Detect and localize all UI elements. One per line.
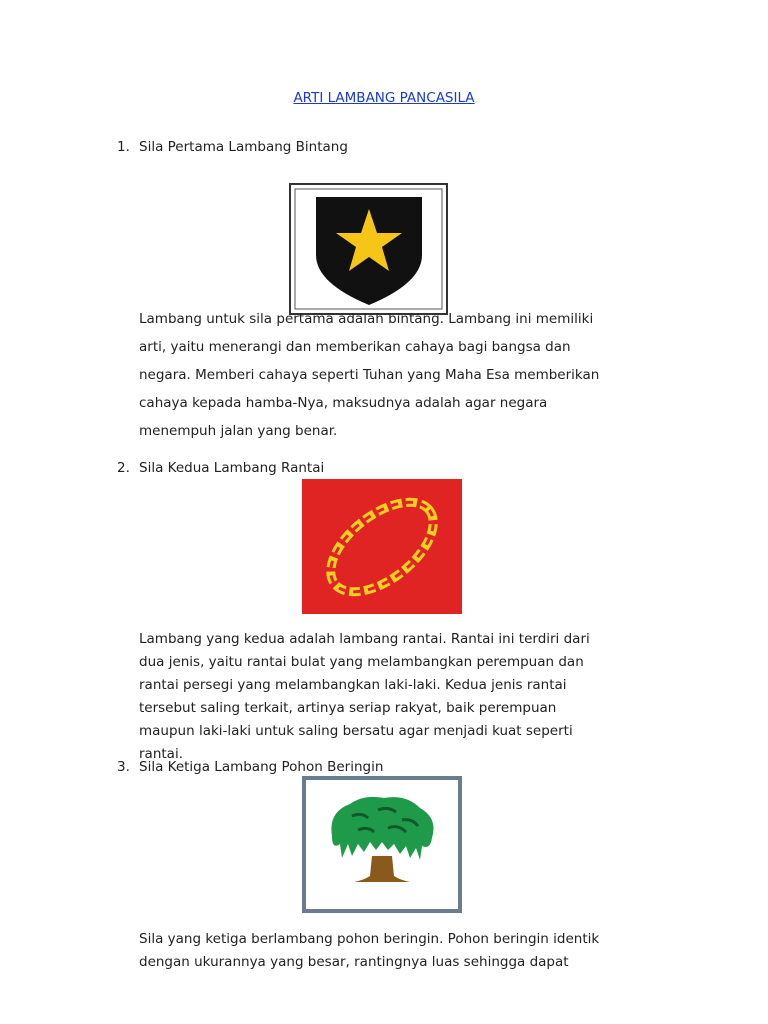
paragraph-line: Lambang untuk sila pertama adalah bintang. Lambang ini memiliki xyxy=(139,311,594,327)
section-number: 1. xyxy=(117,139,130,155)
section-heading-1 xyxy=(117,139,348,155)
paragraph-line: tersebut saling terkait, artinya seriap rakyat, baik perempuan xyxy=(139,700,557,716)
section-heading-2 xyxy=(117,460,324,476)
section-title: Sila Pertama Lambang Bintang xyxy=(139,139,348,155)
section-heading-3 xyxy=(117,759,383,775)
document-title[interactable]: ARTI LAMBANG PANCASILA xyxy=(293,90,475,106)
section-paragraph-1 xyxy=(139,305,675,445)
paragraph-line: Sila yang ketiga berlambang pohon beringin. Pohon beringin identik xyxy=(139,931,600,947)
section-title: Sila Kedua Lambang Rantai xyxy=(139,460,325,476)
star-shield-icon xyxy=(289,183,448,315)
paragraph-line: maupun laki-laki untuk saling bersatu agar menjadi kuat seperti xyxy=(139,723,573,739)
section-paragraph-2 xyxy=(139,628,675,766)
paragraph-line: menempuh jalan yang benar. xyxy=(139,423,338,439)
section-paragraph-3 xyxy=(139,928,675,974)
paragraph-line: negara. Memberi cahaya seperti Tuhan yang Maha Esa memberikan xyxy=(139,367,600,383)
paragraph-line: dua jenis, yaitu rantai bulat yang melambangkan perempuan dan xyxy=(139,654,584,670)
paragraph-line: dengan ukurannya yang besar, rantingnya luas sehingga dapat xyxy=(139,954,569,970)
section-number: 2. xyxy=(117,460,130,476)
paragraph-line: rantai. xyxy=(139,746,183,762)
section-title: Sila Ketiga Lambang Pohon Beringin xyxy=(139,759,384,775)
paragraph-line: rantai persegi yang melambangkan laki-laki. Kedua jenis rantai xyxy=(139,677,567,693)
paragraph-line: Lambang yang kedua adalah lambang rantai. Rantai ini terdiri dari xyxy=(139,631,590,647)
paragraph-line: cahaya kepada hamba-Nya, maksudnya adalah agar negara xyxy=(139,395,548,411)
banyan-tree-icon xyxy=(302,776,462,913)
chain-icon xyxy=(302,479,462,614)
paragraph-line: arti, yaitu menerangi dan memberikan cahaya bagi bangsa dan xyxy=(139,339,571,355)
section-number: 3. xyxy=(117,759,130,775)
